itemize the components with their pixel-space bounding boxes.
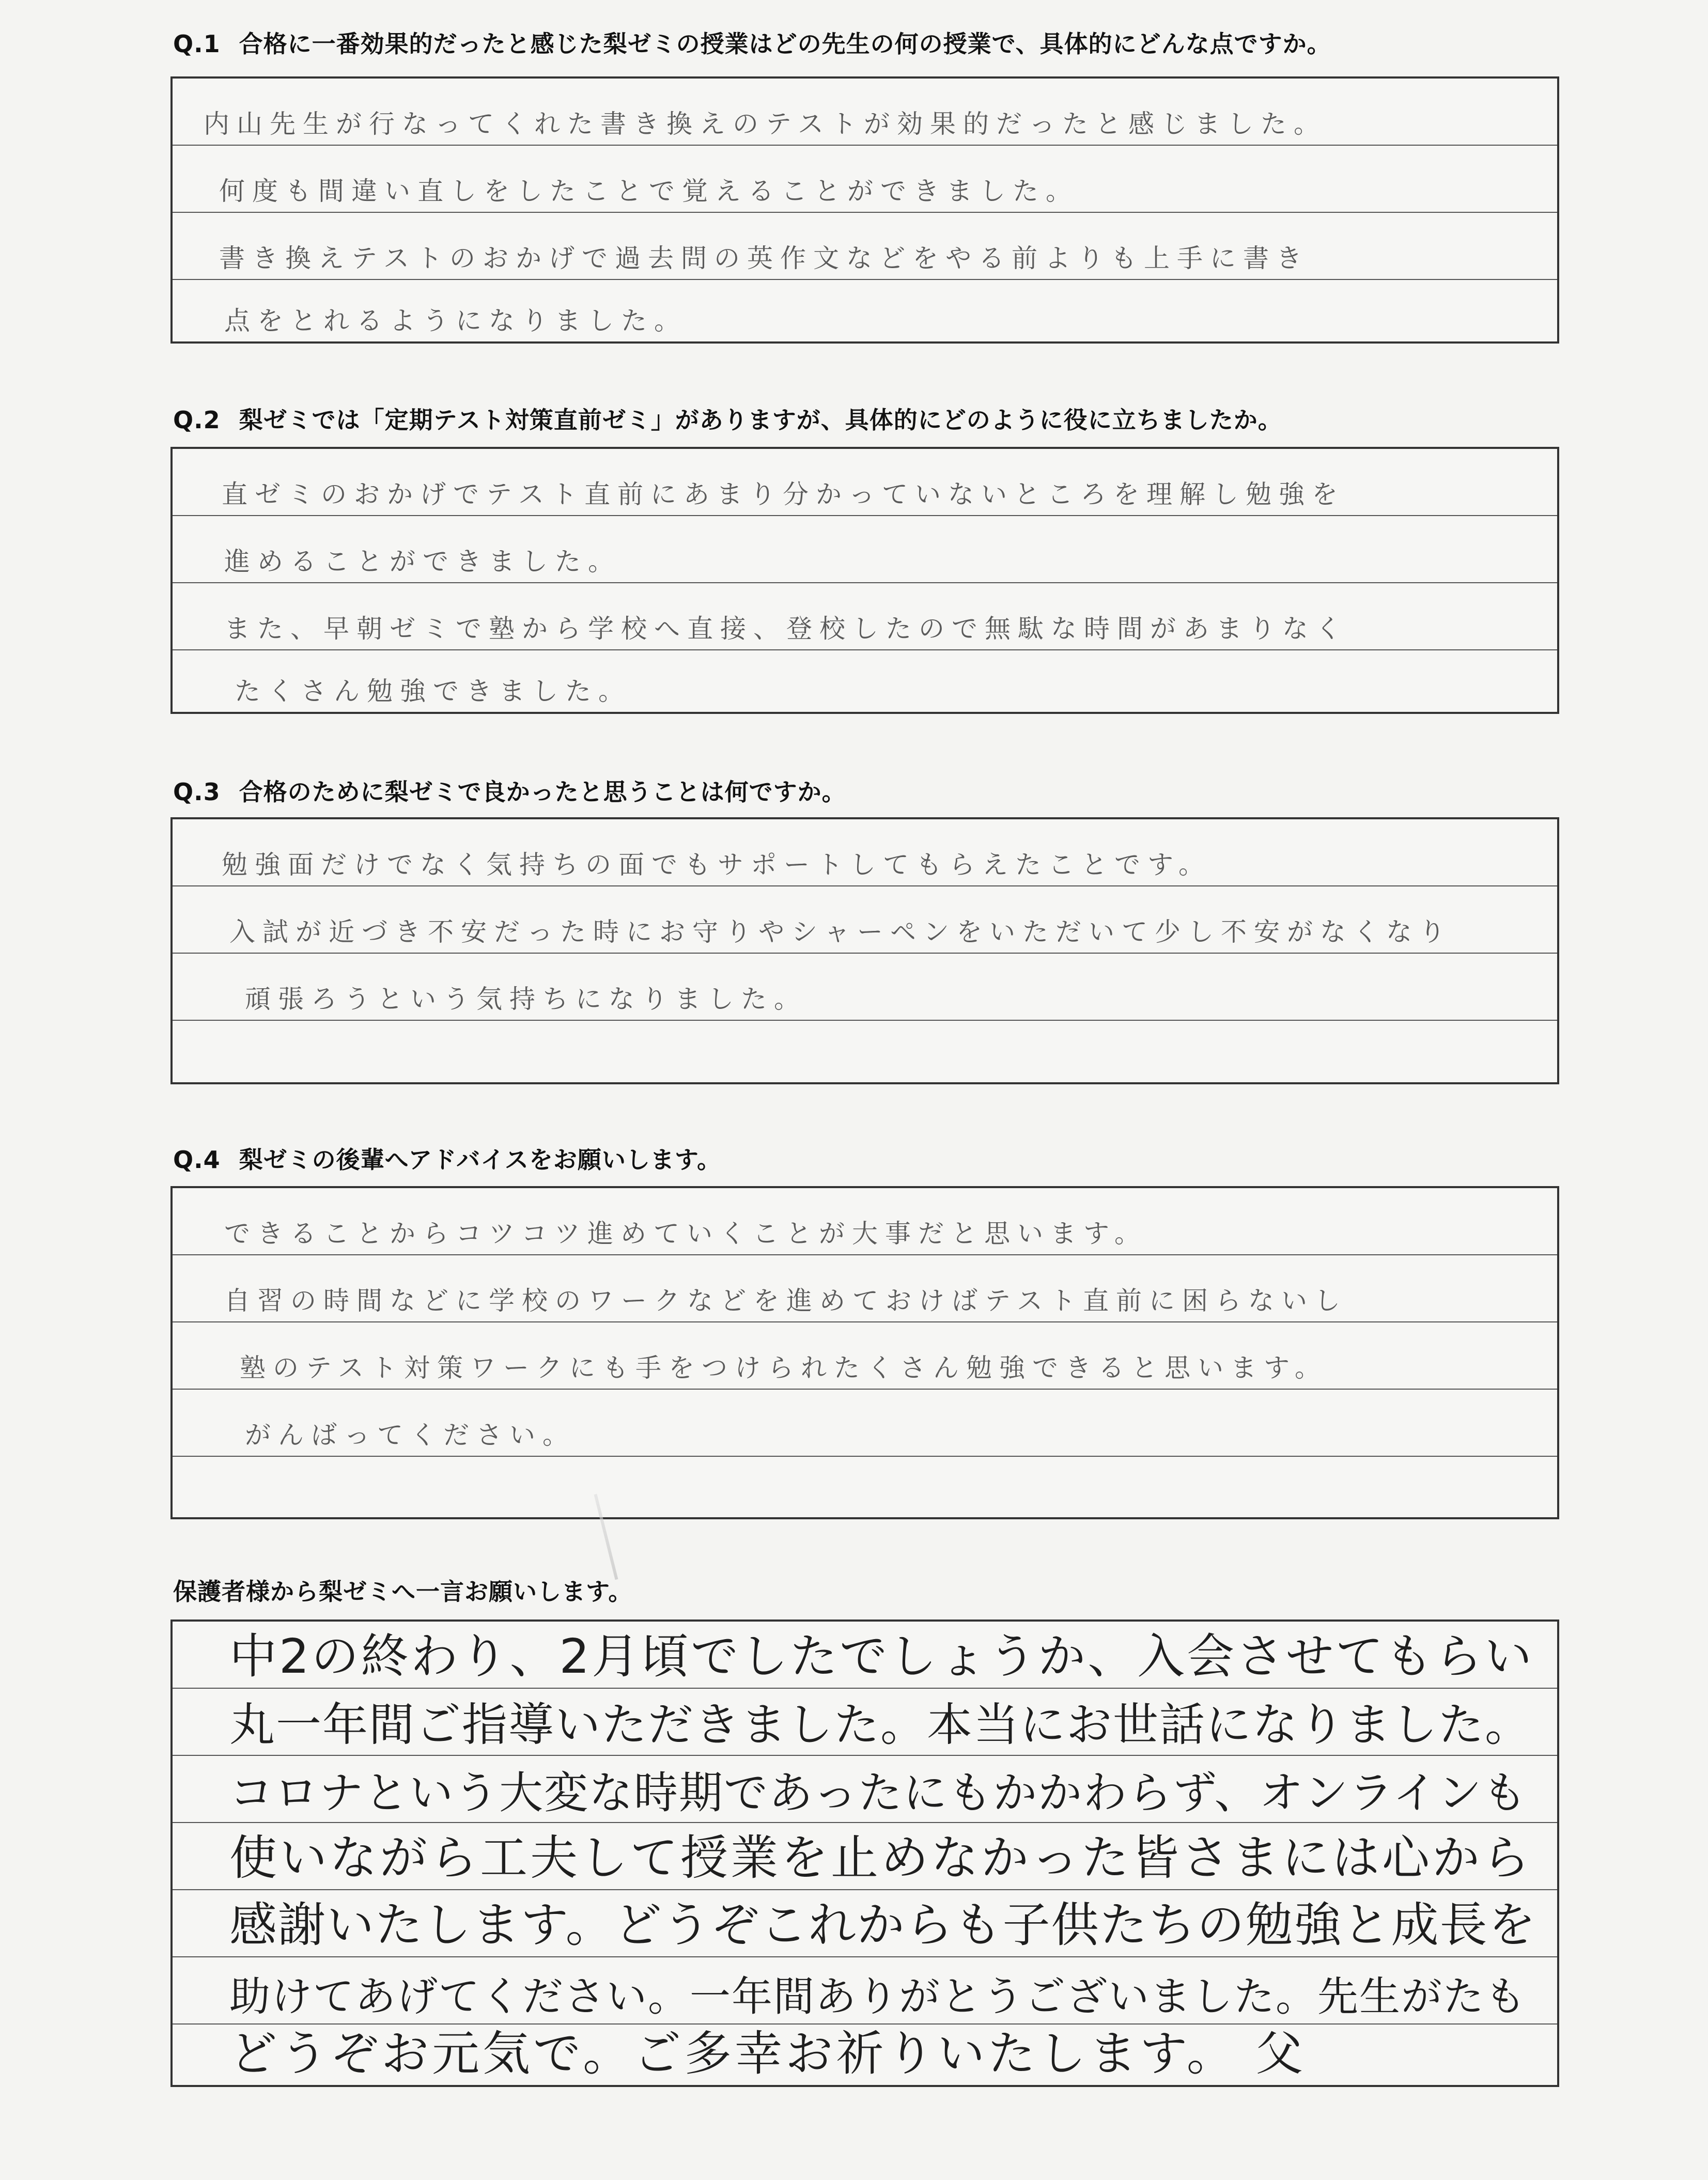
q4-answer-text: 自習の時間などに学校のワークなどを進めておけばテスト直前に困らないし — [224, 1286, 1347, 1316]
q1-answer-line — [173, 280, 1557, 341]
q2-answer-line — [173, 583, 1557, 650]
q4-answer-text: 塾のテスト対策ワークにも手をつけられたくさん勉強できると思います。 — [240, 1353, 1328, 1383]
parent-answer-text: 助けてあげてください。一年間ありがとうございました。先生がたも — [229, 1973, 1527, 2020]
parent-answer-text: 感謝いたします。どうぞこれからも子供たちの勉強と成長を — [229, 1897, 1537, 1953]
parent-answer-text: コロナという大変な時期であったにもかかわらず、オンラインも — [229, 1768, 1528, 1819]
q3-answer-line — [173, 886, 1557, 954]
q1-answer-line — [173, 213, 1557, 280]
parent-answer-line — [173, 1756, 1557, 1823]
q3-answer-line — [173, 819, 1557, 886]
q3-answer-line — [173, 954, 1557, 1021]
q2-answer-line — [173, 650, 1557, 712]
parent-title — [173, 1578, 633, 1606]
parent-question: 保護者様から梨ゼミへ一言お願いします。 — [173, 1578, 633, 1606]
q4-answer-text: できることからコツコツ進めていくことが大事だと思います。 — [224, 1219, 1147, 1249]
q4-answer-text: がんばってください。 — [245, 1420, 576, 1450]
q2-answer-text: たくさん勉強できました。 — [235, 676, 631, 706]
q1-answer-text: 書き換えテストのおかげで過去問の英作文などをやる前よりも上手に書き — [219, 243, 1309, 273]
q2-number: Q.2 — [173, 406, 221, 434]
q4-number: Q.4 — [173, 1146, 221, 1174]
q1-number: Q.1 — [173, 30, 221, 58]
q4-answer-line — [173, 1188, 1557, 1255]
q3-answer-box — [170, 817, 1559, 1084]
q3-title — [173, 780, 846, 804]
q1-title — [173, 32, 1331, 56]
q2-answer-line — [173, 449, 1557, 516]
q3-answer-text: 入試が近づき不安だった時にお守りやシャーペンをいただいて少し不安がなくなり — [229, 917, 1452, 947]
parent-answer-text: 使いながら工夫して授業を止めなかった皆さまには心から — [229, 1830, 1533, 1886]
parent-answer-line — [173, 1890, 1557, 1957]
parent-answer-line — [173, 1689, 1557, 1756]
q1-answer-line — [173, 146, 1557, 213]
q4-title — [173, 1148, 721, 1172]
q2-answer-box — [170, 447, 1559, 714]
parent-answer-line — [173, 1823, 1557, 1890]
q4-answer-line — [173, 1322, 1557, 1390]
parent-answer-line — [173, 2025, 1557, 2085]
q2-question: 梨ゼミでは「定期テスト対策直前ゼミ」がありますが、具体的にどのように役に立ちましたか。 — [239, 406, 1282, 434]
q4-answer-line — [173, 1255, 1557, 1322]
q4-answer-line — [173, 1390, 1557, 1457]
q2-answer-line — [173, 516, 1557, 583]
q2-answer-text: 直ゼミのおかげでテスト直前にあまり分かっていないところを理解し勉強を — [222, 479, 1345, 509]
q1-answer-line — [173, 79, 1557, 146]
parent-answer-text: 中2の終わり、2月頃でしたでしょうか、入会させてもらい — [229, 1629, 1534, 1684]
parent-answer-box — [170, 1620, 1559, 2087]
q1-answer-text: 点をとれるようになりました。 — [224, 306, 687, 336]
q4-question: 梨ゼミの後輩へアドバイスをお願いします。 — [239, 1146, 722, 1174]
parent-answer-text: どうぞお元気で。ご多幸お祈りいたします。 父 — [229, 2026, 1307, 2081]
q2-title — [173, 408, 1282, 432]
q3-answer-line — [173, 1021, 1557, 1082]
q4-answer-box — [170, 1186, 1559, 1519]
q3-number: Q.3 — [173, 778, 221, 806]
q2-answer-text: また、早朝ゼミで塾から学校へ直接、登校したので無駄な時間があまりなく — [224, 614, 1348, 644]
q1-answer-text: 内山先生が行なってくれた書き換えのテストが効果的だったと感じました。 — [204, 109, 1327, 139]
parent-answer-line — [173, 1622, 1557, 1689]
q1-answer-text: 何度も間違い直しをしたことで覚えることができました。 — [219, 176, 1079, 206]
q1-answer-box — [170, 76, 1559, 344]
parent-answer-line — [173, 1957, 1557, 2025]
q4-answer-line — [173, 1457, 1557, 1517]
q2-answer-text: 進めることができました。 — [224, 547, 621, 577]
q3-question: 合格のために梨ゼミで良かったと思うことは何ですか。 — [239, 778, 846, 806]
parent-answer-text: 丸一年間ご指導いただきました。本当にお世話になりました。 — [229, 1698, 1532, 1751]
q3-answer-text: 頑張ろうという気持ちになりました。 — [245, 984, 807, 1014]
q3-answer-text: 勉強面だけでなく気持ちの面でもサポートしてもらえたことです。 — [222, 850, 1212, 880]
q1-question: 合格に一番効果的だったと感じた梨ゼミの授業はどの先生の何の授業で、具体的にどんな点ですか。 — [239, 30, 1331, 58]
